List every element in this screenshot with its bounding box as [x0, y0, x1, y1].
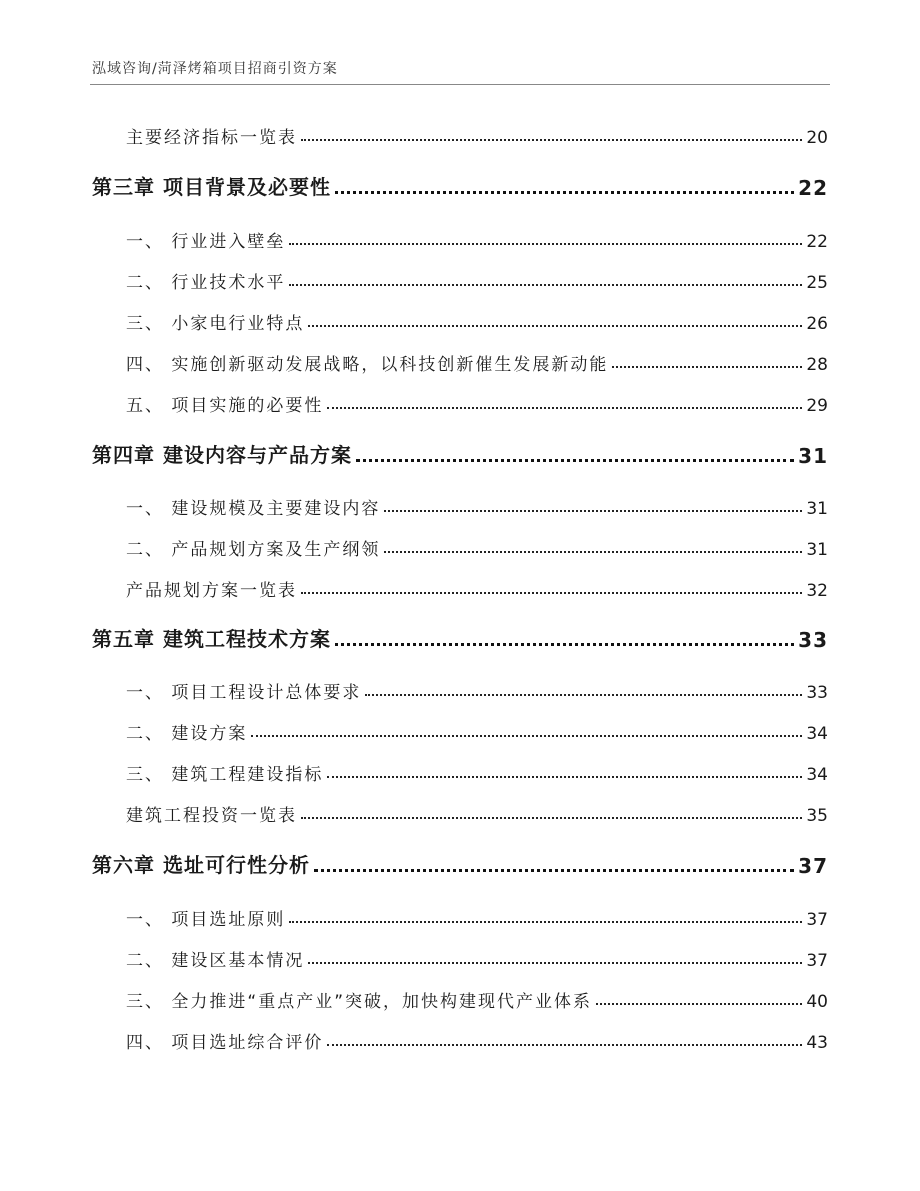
toc-leader-dots	[251, 735, 802, 737]
toc-entry[interactable]	[92, 1023, 828, 1053]
toc-entry[interactable]	[92, 222, 828, 252]
toc-entry-title: 第六章 选址可行性分析	[92, 853, 310, 877]
toc-leader-dots	[301, 592, 802, 594]
toc-entry-title: 第五章 建筑工程技术方案	[92, 627, 331, 651]
toc-entry-page-number: 25	[806, 273, 828, 293]
toc-entry-title: 二、 产品规划方案及生产纲领	[126, 540, 381, 560]
toc-entry-page-number: 31	[798, 444, 828, 468]
toc-entry[interactable]	[92, 622, 828, 652]
toc-entry-page-number: 37	[798, 854, 828, 878]
toc-entry-page-number: 37	[806, 951, 828, 971]
toc-leader-dots	[327, 407, 802, 409]
toc-entry-title: 一、 项目工程设计总体要求	[126, 683, 362, 703]
toc-entry-page-number: 37	[806, 910, 828, 930]
toc-entry[interactable]	[92, 673, 828, 703]
toc-entry-page-number: 31	[806, 499, 828, 519]
toc-leader-dots	[327, 1044, 802, 1046]
toc-entry-title: 第四章 建设内容与产品方案	[92, 443, 352, 467]
toc-entry[interactable]	[92, 345, 828, 375]
toc-entry-title: 一、 行业进入壁垒	[126, 232, 286, 252]
toc-leader-dots	[301, 817, 802, 819]
toc-leader-dots	[365, 694, 802, 696]
toc-entry-page-number: 34	[806, 724, 828, 744]
toc-entry-page-number: 20	[806, 128, 828, 148]
toc-entry-page-number: 35	[806, 806, 828, 826]
toc-leader-dots	[308, 962, 802, 964]
toc-entry-title: 主要经济指标一览表	[126, 128, 297, 148]
toc-entry[interactable]	[92, 530, 828, 560]
toc-leader-dots	[308, 325, 802, 327]
toc-entry-title: 五、 项目实施的必要性	[126, 396, 324, 416]
toc-entry-title: 第三章 项目背景及必要性	[92, 175, 331, 199]
toc-entry[interactable]	[92, 571, 828, 601]
toc-entry-page-number: 32	[806, 581, 828, 601]
toc-entry-title: 产品规划方案一览表	[126, 581, 297, 601]
toc-entry[interactable]	[92, 900, 828, 930]
toc-entry[interactable]	[92, 118, 828, 148]
toc-entry[interactable]	[92, 848, 828, 878]
toc-leader-dots	[289, 243, 802, 245]
toc-entry-page-number: 40	[806, 992, 828, 1012]
toc-entry[interactable]	[92, 263, 828, 293]
toc-leader-dots	[301, 139, 802, 141]
toc-leader-dots	[612, 366, 802, 368]
toc-entry-title: 建筑工程投资一览表	[126, 806, 297, 826]
toc-entry-title: 三、 小家电行业特点	[126, 314, 305, 334]
toc-entry-page-number: 43	[806, 1033, 828, 1053]
toc-leader-dots	[335, 191, 794, 194]
running-header: 泓域咨询/菏泽烤箱项目招商引资方案	[92, 61, 338, 77]
toc-entry-page-number: 34	[806, 765, 828, 785]
toc-entry[interactable]	[92, 386, 828, 416]
toc-entry-title: 二、 建设区基本情况	[126, 951, 305, 971]
toc-leader-dots	[356, 459, 794, 462]
toc-entry-page-number: 22	[798, 176, 828, 200]
toc-entry-page-number: 33	[798, 628, 828, 652]
toc-entry[interactable]	[92, 714, 828, 744]
toc-entry[interactable]	[92, 438, 828, 468]
toc-entry[interactable]	[92, 941, 828, 971]
toc-leader-dots	[384, 510, 802, 512]
toc-entry-title: 一、 建设规模及主要建设内容	[126, 499, 381, 519]
toc-entry[interactable]	[92, 755, 828, 785]
toc-entry-page-number: 28	[806, 355, 828, 375]
toc-entry-page-number: 29	[806, 396, 828, 416]
toc-entry[interactable]	[92, 982, 828, 1012]
toc-entry-title: 二、 行业技术水平	[126, 273, 286, 293]
header-divider	[90, 84, 830, 85]
toc-entry-page-number: 26	[806, 314, 828, 334]
toc-entry[interactable]	[92, 796, 828, 826]
toc-leader-dots	[384, 551, 802, 553]
toc-leader-dots	[327, 776, 802, 778]
toc-entry-title: 四、 项目选址综合评价	[126, 1033, 324, 1053]
toc-entry-page-number: 22	[806, 232, 828, 252]
toc-leader-dots	[289, 921, 802, 923]
toc-leader-dots	[596, 1003, 802, 1005]
toc-entry-title: 三、 建筑工程建设指标	[126, 765, 324, 785]
toc-leader-dots	[289, 284, 802, 286]
toc-entry-page-number: 33	[806, 683, 828, 703]
toc-entry[interactable]	[92, 304, 828, 334]
toc-entry-title: 四、 实施创新驱动发展战略，以科技创新催生发展新动能	[126, 355, 609, 375]
toc-entry-title: 一、 项目选址原则	[126, 910, 286, 930]
toc-leader-dots	[335, 643, 794, 646]
toc-entry[interactable]	[92, 489, 828, 519]
toc-entry-title: 二、 建设方案	[126, 724, 248, 744]
toc-entry-title: 三、 全力推进“重点产业”突破，加快构建现代产业体系	[126, 992, 593, 1012]
toc-entry-page-number: 31	[806, 540, 828, 560]
toc-entry[interactable]	[92, 170, 828, 200]
toc-leader-dots	[314, 869, 794, 872]
